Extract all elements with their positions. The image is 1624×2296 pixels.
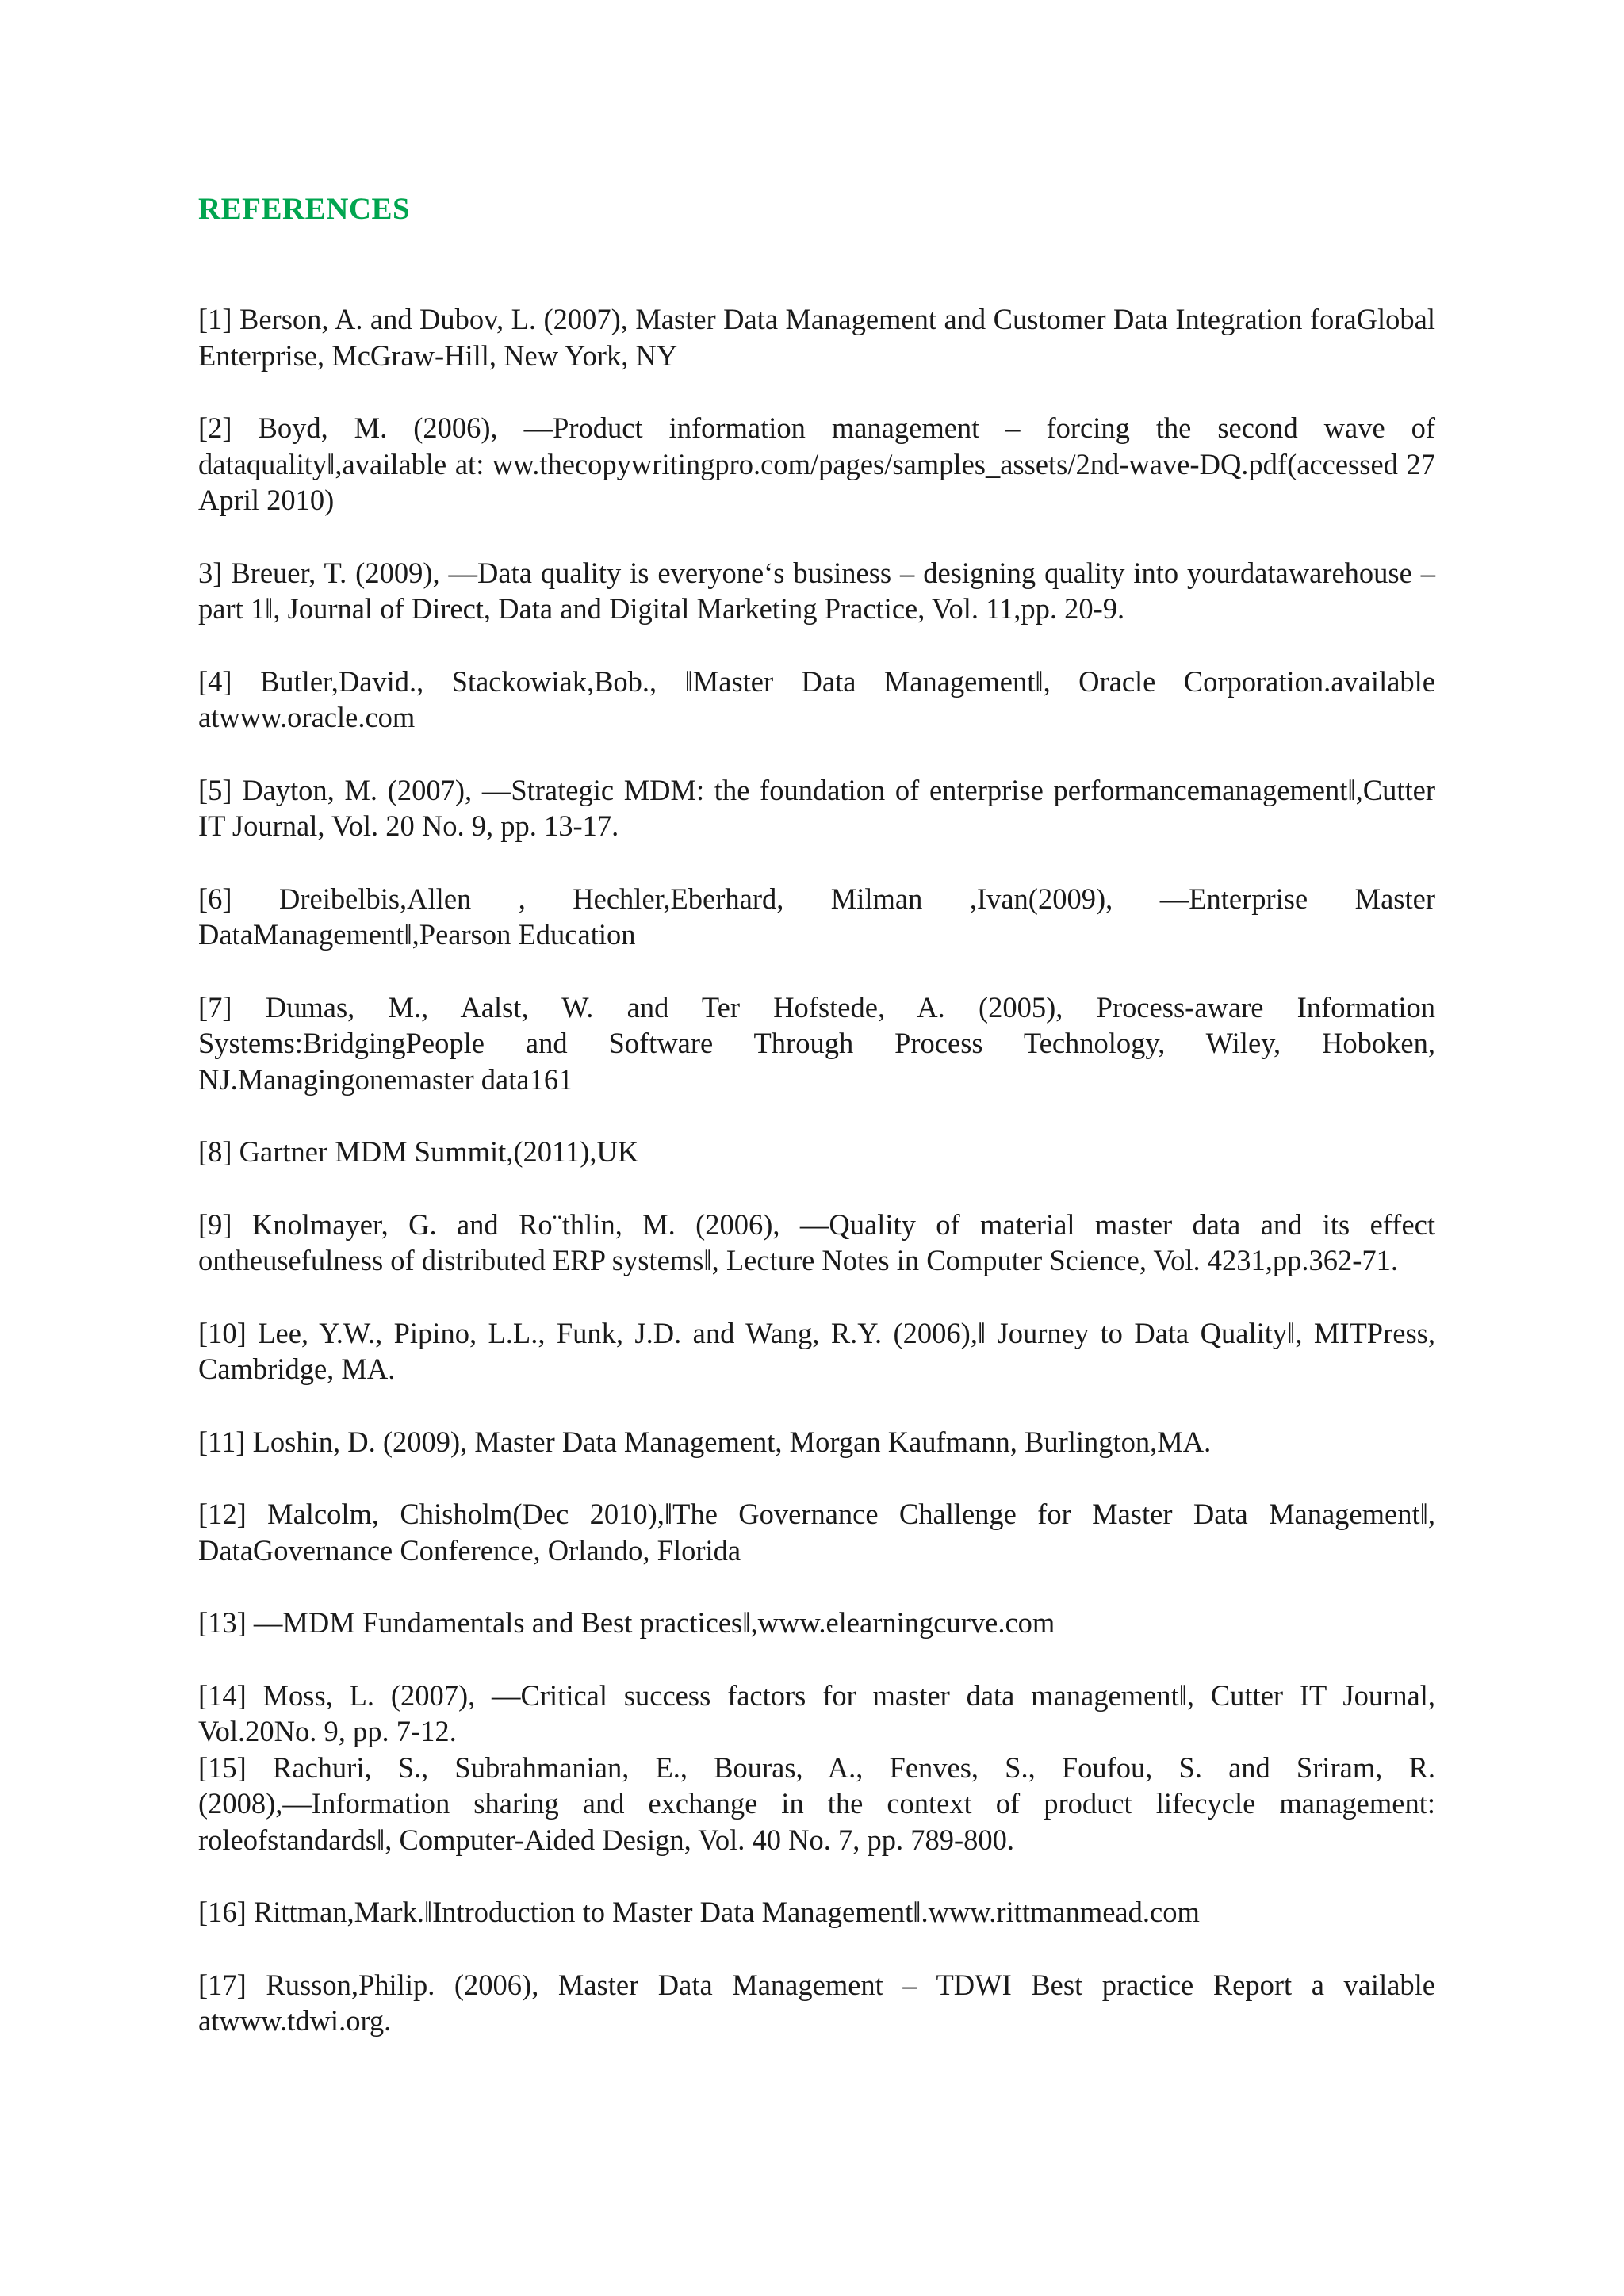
reference-item: [2] Boyd, M. (2006), ―Product information management – forcing the second wave of dataquality‖,available at: ww.thecopywritingpro.com/pages/samples_assets/2nd-wave-DQ.pdf(accessed 27 April 2010) [198, 411, 1435, 516]
reference-item: [11] Loshin, D. (2009), Master Data Management, Morgan Kaufmann, Burlington,MA. [198, 1425, 1212, 1458]
reference-item: [17] Russon,Philip. (2006), Master Data Management – TDWI Best practice Report a vailable atwww.tdwi.org. [198, 1968, 1435, 2037]
reference-item: [8] Gartner MDM Summit,(2011),UK [198, 1135, 639, 1168]
reference-item: [7] Dumas, M., Aalst, W. and Ter Hofstede, A. (2005), Process-aware Information Systems:BridgingPeople and Software Through Process Technology, Wiley, Hoboken, NJ.Managingonemaster data161 [198, 990, 1435, 1096]
reference-item: [6] Dreibelbis,Allen , Hechler,Eberhard, Milman ,Ivan(2009), ―Enterprise Master DataManagement‖,Pearson Education [198, 882, 1435, 951]
reference-item: [13] ―MDM Fundamentals and Best practices‖,www.elearningcurve.com [198, 1606, 1055, 1639]
reference-item: [15] Rachuri, S., Subrahmanian, E., Bouras, A., Fenves, S., Foufou, S. and Sriram, R.(2008),―Information sharing and exchange in the context of product lifecycle management: roleofstandards‖, Computer-Aided Design, Vol. 40 No. 7, pp. 789-800. [198, 1751, 1435, 1856]
reference-item: [9] Knolmayer, G. and Ro¨thlin, M. (2006), ―Quality of material master data and its effect ontheusefulness of distributed ERP systems‖, Lecture Notes in Computer Science, Vol. 4231,pp.362-71. [198, 1207, 1435, 1276]
reference-item: 3] Breuer, T. (2009), ―Data quality is everyone‘s business – designing quality into yourdatawarehouse – part 1‖, Journal of Direct, Data and Digital Marketing Practice, Vol. 11,pp. 20-9. [198, 556, 1435, 625]
reference-item: [14] Moss, L. (2007), ―Critical success factors for master data management‖, Cutter IT Journal, Vol.20No. 9, pp. 7-12. [198, 1678, 1435, 1747]
reference-item: [10] Lee, Y.W., Pipino, L.L., Funk, J.D. and Wang, R.Y. (2006),‖ Journey to Data Quality‖, MITPress, Cambridge, MA. [198, 1316, 1435, 1385]
reference-list [198, 301, 1435, 2076]
reference-item: [5] Dayton, M. (2007), ―Strategic MDM: the foundation of enterprise performancemanagement‖,Cutter IT Journal, Vol. 20 No. 9, pp. 13-17. [198, 773, 1435, 842]
reference-item: [12] Malcolm, Chisholm(Dec 2010),‖The Governance Challenge for Master Data Management‖, DataGovernance Conference, Orlando, Florida [198, 1498, 1435, 1567]
reference-item: [4] Butler,David., Stackowiak,Bob., ‖Master Data Management‖, Oracle Corporation.available atwww.oracle.com [198, 664, 1435, 733]
references-heading: REFERENCES [198, 192, 411, 226]
reference-item: [16] Rittman,Mark.‖Introduction to Master Data Management‖.www.rittmanmead.com [198, 1896, 1200, 1928]
reference-item: [1] Berson, A. and Dubov, L. (2007), Master Data Management and Customer Data Integration foraGlobal Enterprise, McGraw-Hill, New York, NY [198, 303, 1435, 372]
